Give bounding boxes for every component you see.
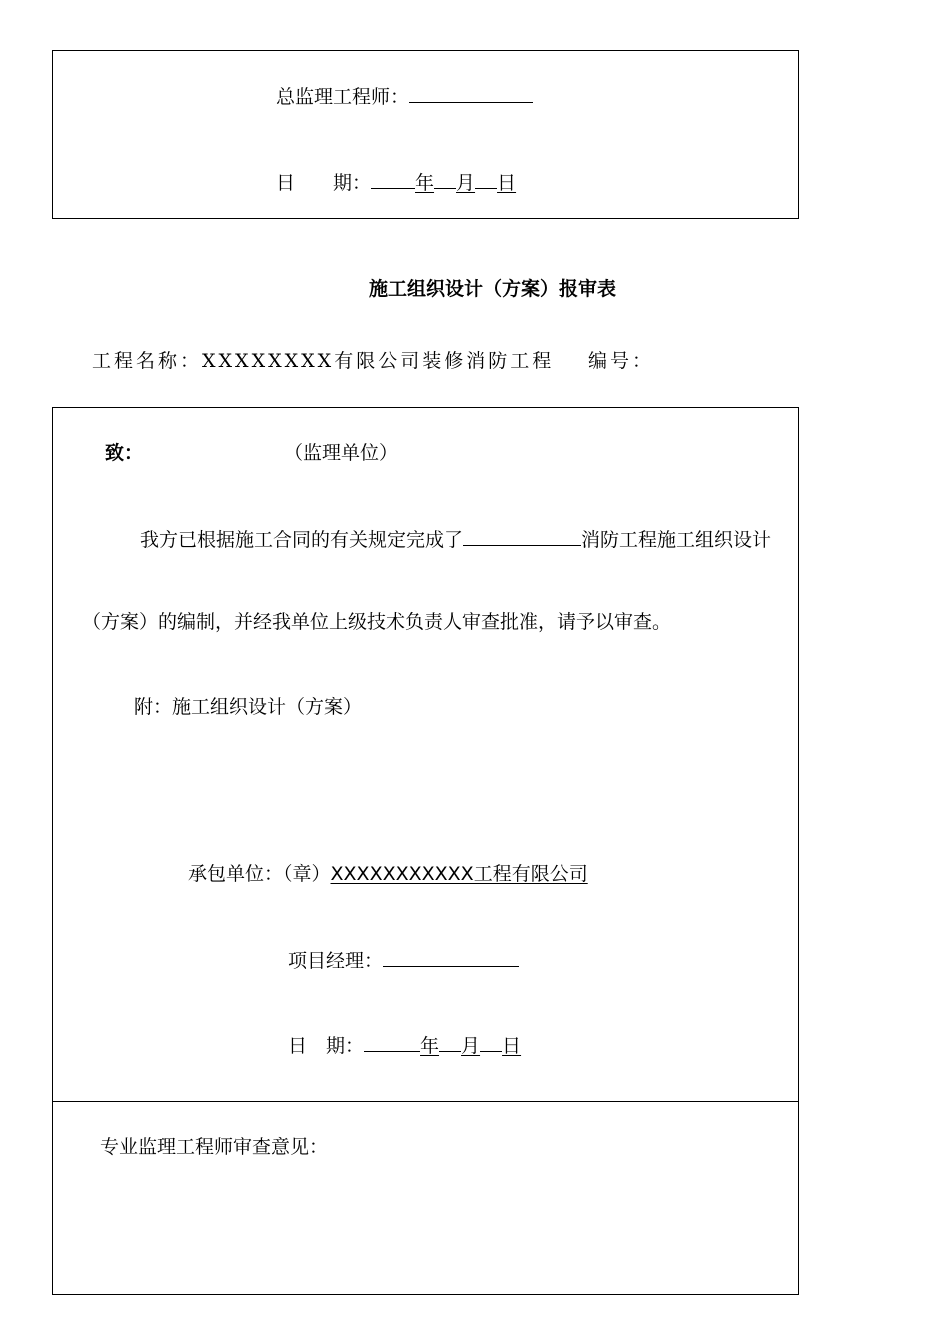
top-date-month: 月	[456, 172, 476, 194]
contractor-date-year: 年	[420, 1035, 440, 1057]
contractor-date-month: 月	[461, 1035, 481, 1057]
attachment-label: 附：施工组织设计（方案）	[134, 696, 363, 718]
contractor-line	[188, 862, 588, 886]
top-date-line	[276, 170, 516, 195]
contractor-date-day-blank[interactable]	[480, 1033, 502, 1052]
chief-engineer-label: 总监理工程师：	[276, 86, 410, 108]
paragraph-suffix: 消防工程施工组织设计	[581, 529, 772, 551]
contractor-date-year-blank[interactable]	[364, 1033, 420, 1052]
project-manager-label: 项目经理：	[288, 950, 384, 972]
top-date-day-blank[interactable]	[475, 170, 497, 189]
project-name-blank[interactable]	[463, 527, 581, 546]
contractor-date-day: 日	[502, 1035, 522, 1057]
contractor-date-line	[288, 1033, 521, 1058]
paragraph-prefix: 我方已根据施工合同的有关规定完成了	[140, 529, 464, 551]
contractor-date-label: 日 期：	[288, 1035, 365, 1057]
top-date-day: 日	[497, 172, 517, 194]
project-name: 工程名称：XXXXXXXX有限公司装修消防工程	[92, 350, 555, 372]
supervisor-unit-label: （监理单位）	[284, 442, 399, 464]
contractor-date-month-blank[interactable]	[439, 1033, 461, 1052]
contractor-label: 承包单位：（章）	[188, 863, 331, 885]
serial-number-label: 编号：	[588, 350, 655, 372]
contractor-name: XXXXXXXXXXX工程有限公司	[330, 863, 588, 885]
paragraph-line-2: （方案）的编制，并经我单位上级技术负责人审查批准，请予以审查。	[82, 611, 672, 633]
form-title: 施工组织设计（方案）报审表	[369, 278, 617, 300]
to-label: 致：	[105, 442, 144, 464]
project-manager-line	[288, 948, 519, 973]
chief-engineer-line	[276, 84, 533, 109]
chief-engineer-signature-blank[interactable]	[409, 84, 533, 103]
top-date-month-blank[interactable]	[434, 170, 456, 189]
project-manager-signature-blank[interactable]	[383, 948, 519, 967]
top-date-year: 年	[415, 172, 435, 194]
top-date-year-blank[interactable]	[371, 170, 415, 189]
top-date-label: 日 期：	[276, 172, 372, 194]
paragraph-line-1	[140, 527, 771, 552]
review-divider	[52, 1101, 799, 1102]
review-opinion-label: 专业监理工程师审查意见：	[100, 1136, 329, 1158]
